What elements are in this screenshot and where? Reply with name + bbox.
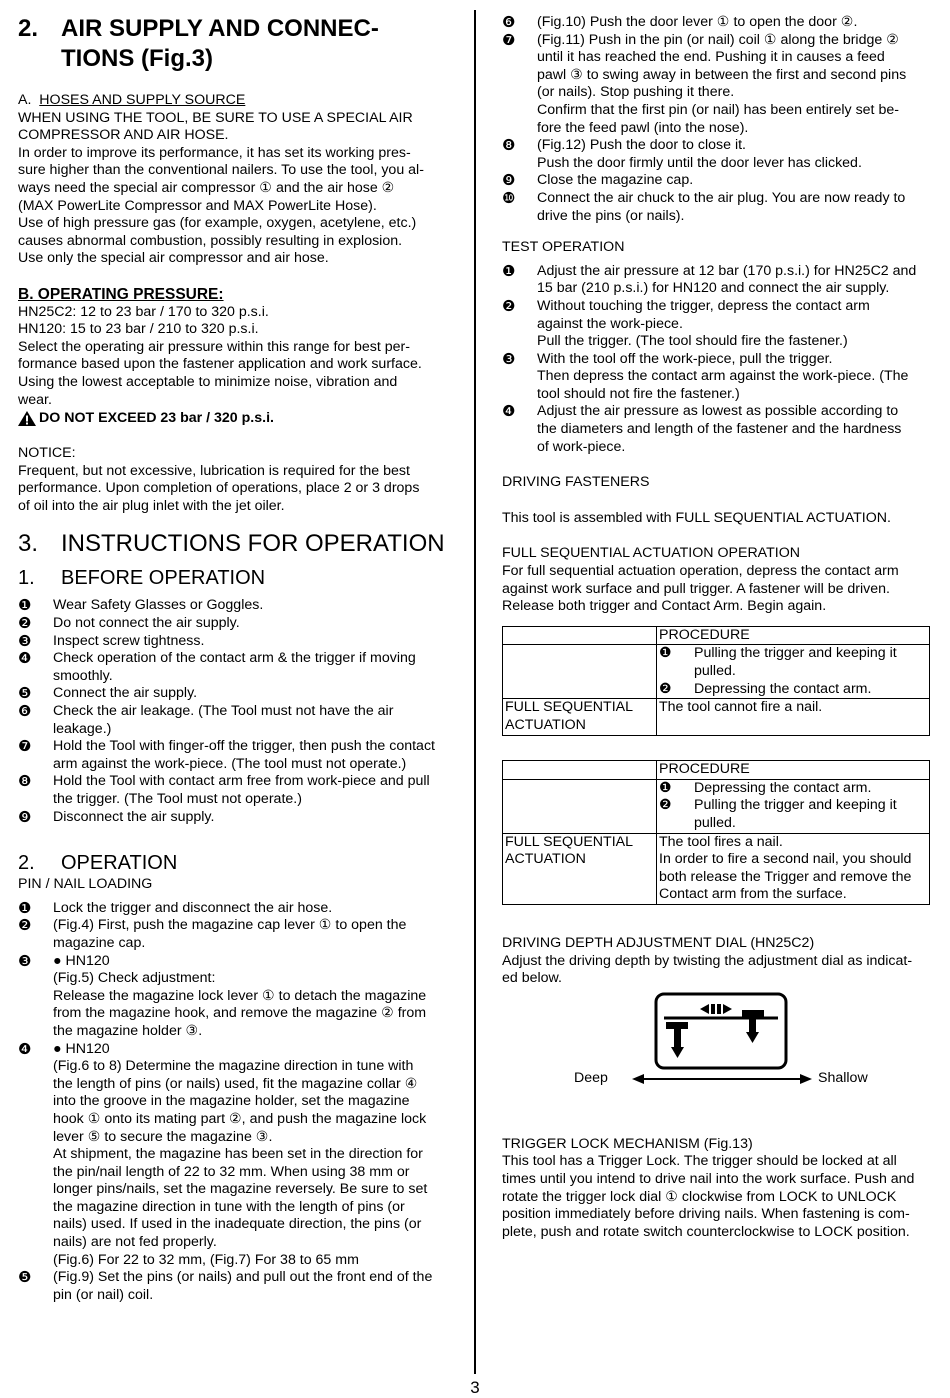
text-line: WHEN USING THE TOOL, BE SURE TO USE A SPECIAL AIR [18, 109, 413, 126]
step-text: (Fig.12) Push the door to close it. Push the door firmly until the door lever has clicked. [537, 137, 862, 171]
step-number-icon: ❷ [659, 680, 672, 697]
text-line: rotate the trigger lock dial ① clockwise from LOCK to UNLOCK [502, 1188, 897, 1205]
list-item [502, 263, 932, 298]
text-line: times until you intend to drive nail into the work surface. Push and [502, 1170, 915, 1187]
step-number-icon: ❷ [18, 917, 32, 935]
step-text: Connect the air chuck to the air plug. You are now ready to drive the pins (or nails). [537, 189, 906, 224]
step-text: Check operation of the contact arm & the trigger if moving smoothly. [53, 650, 416, 684]
pressure-warning: DO NOT EXCEED 23 bar / 320 p.s.i. [18, 409, 446, 427]
list-item [502, 403, 932, 456]
step-text: Wear Safety Glasses or Goggles. [53, 597, 264, 614]
list-item [18, 917, 446, 952]
step-text: Without touching the trigger, depress the contact arm against the work-piece. Pull the trigger. (The tool should fire the fastener.) [537, 297, 870, 350]
list-item [18, 809, 446, 827]
operating-pressure-text [18, 304, 446, 410]
text-line: COMPRESSOR AND AIR HOSE. [18, 127, 229, 144]
step-number-icon: ❷ [18, 615, 32, 633]
step-text: (Fig.9) Set the pins (or nails) and pull out the front end of the pin (or nail) coil. [53, 1269, 433, 1303]
step-number-icon: ❸ [18, 952, 32, 970]
step-number-icon: ❺ [18, 1269, 32, 1287]
step-text: Inspect screw tightness. [53, 632, 205, 649]
list-item [18, 597, 446, 615]
text-line: wear. [18, 391, 52, 408]
text-line: Adjust the driving depth by twisting the adjustment dial as indicat- [502, 952, 913, 969]
text-line: sure higher than the conventional nailers. To use the tool, you al- [18, 162, 424, 179]
text-line: Frequent, but not excessive, lubrication is required for the best [18, 462, 410, 479]
step-number-icon: ❼ [502, 31, 516, 49]
step-text: Disconnect the air supply. [53, 808, 215, 825]
text-line: For full sequential actuation operation, depress the contact arm [502, 563, 899, 580]
step-number-icon: ❻ [18, 703, 32, 721]
list-item [18, 953, 446, 1041]
driving-fasteners-heading: DRIVING FASTENERS [502, 474, 650, 491]
text-line: This tool has a Trigger Lock. The trigger should be locked at all [502, 1153, 897, 1170]
step-number-icon: ❶ [18, 899, 32, 917]
step-number-icon: ❷ [659, 797, 672, 814]
list-item [502, 137, 932, 172]
depth-dial-text [502, 953, 932, 988]
section-2-title-line2: TIONS (Fig.3) [61, 45, 213, 72]
trigger-lock-heading: TRIGGER LOCK MECHANISM (Fig.13) [502, 1135, 753, 1152]
text-line: In order to improve its performance, it has set its working pres- [18, 144, 411, 161]
step-number-icon: ❶ [502, 262, 516, 280]
procedure-items [657, 779, 930, 833]
text-line: (MAX PowerLite Compressor and MAX PowerLite Hose). [18, 197, 377, 214]
step-text: Connect the air supply. [53, 685, 198, 702]
fsa-text [502, 563, 932, 616]
list-item [18, 900, 446, 918]
step-number-icon: ❸ [502, 350, 516, 368]
list-item [18, 650, 446, 685]
section-2-title-line1: AIR SUPPLY AND CONNEC- [61, 15, 379, 42]
procedure-header: PROCEDURE [657, 761, 930, 780]
step-text: Hold the Tool with contact arm free from work-piece and pull the trigger. (The Tool must not operate.) [53, 773, 430, 807]
page-number: 3 [470, 1378, 480, 1397]
text-line: Use of high pressure gas (for example, oxygen, acetylene, etc.) [18, 215, 417, 232]
before-operation-steps [18, 597, 446, 826]
text-line: formance based upon the fastener application and work surface. [18, 356, 422, 373]
step-text: Hold the Tool with finger-off the trigger, then push the contact arm against the work-piece. (The tool must not operate.) [53, 738, 435, 772]
operation-heading: 2. OPERATION [18, 852, 178, 875]
step-text: Do not connect the air supply. [53, 615, 240, 632]
step-text: (Fig.11) Push in the pin (or nail) coil ① along the bridge ② until it has reached the end. Pushing it in causes a feed pawl ③ to swing away in between the first and second pins (or nails). Stop pushing it there. Confirm that the first pin (or nail) has been entirely set be- fore the feed pawl (into the nose). [537, 31, 907, 136]
left-column [18, 14, 446, 1304]
procedure-result: The tool fires a nail. In order to fire a second nail, you should both release the Trigger and remove the Contact arm from the surface. [657, 833, 930, 904]
step-text: Adjust the air pressure as lowest as possible according to the diameters and length of the fastener and the hardness of work-piece. [537, 403, 902, 455]
text-line: position immediately before driving nails. When fastening is com- [502, 1206, 910, 1223]
procedure-item-text: Depressing the contact arm. [694, 779, 872, 796]
step-text: (Fig.4) First, push the magazine cap lever ① to open the magazine cap. [53, 917, 407, 951]
step-text: ● HN120 (Fig.5) Check adjustment: Release the magazine lock lever ① to detach the magazine from the magazine hook, and remove the magazine ② from the magazine holder ③. [53, 952, 427, 1039]
depth-dial-diagram [502, 988, 932, 1098]
list-item [502, 32, 932, 138]
step-number-icon: ❶ [659, 779, 672, 796]
procedure-item [659, 780, 927, 798]
procedure-table-1 [502, 626, 930, 736]
list-item [18, 1269, 446, 1304]
hoses-paragraph-1 [18, 145, 446, 215]
test-operation-steps [502, 263, 932, 457]
pin-loading-heading: PIN / NAIL LOADING [18, 876, 153, 893]
step-number-icon: ❹ [18, 650, 32, 668]
step-number-icon: ❼ [18, 738, 32, 756]
text-line: HN25C2: 12 to 23 bar / 170 to 320 p.s.i. [18, 303, 269, 320]
text-line: HN120: 15 to 23 bar / 210 to 320 p.s.i. [18, 321, 259, 338]
depth-dial-heading: DRIVING DEPTH ADJUSTMENT DIAL (HN25C2) [502, 934, 815, 951]
trigger-lock-text [502, 1153, 932, 1241]
step-text: (Fig.10) Push the door lever ① to open the door ②. [537, 14, 858, 30]
column-divider [474, 10, 476, 1374]
procedure-item-text: Pulling the trigger and keeping it pulled. [694, 645, 897, 679]
list-item [502, 298, 932, 351]
section-3-heading: 3. INSTRUCTIONS FOR OPERATION [18, 530, 445, 558]
section-2-heading: 2. AIR SUPPLY AND CONNEC- TIONS (Fig.3) [18, 15, 379, 72]
procedure-item-text: Depressing the contact arm. [694, 680, 872, 697]
text-line: Release both trigger and Contact Arm. Begin again. [502, 598, 827, 615]
step-number-icon: ❿ [502, 189, 516, 207]
step-number-icon: ❹ [502, 403, 516, 421]
procedure-item [659, 681, 927, 699]
before-operation-heading: 1. BEFORE OPERATION [18, 567, 266, 590]
right-column [502, 14, 932, 1241]
actuation-label: FULL SEQUENTIAL ACTUATION [503, 699, 657, 736]
warning-icon [18, 411, 36, 426]
deep-label: Deep [574, 1069, 608, 1086]
step-text: With the tool off the work-piece, pull the trigger. Then depress the contact arm against the work-piece. (The tool should not fire the fastener.) [537, 350, 909, 402]
text-line: ways need the special air compressor ① and the air hose ② [18, 179, 395, 196]
list-item [18, 738, 446, 773]
step-text: ● HN120 (Fig.6 to 8) Determine the magazine direction in tune with the length of pins (or nails) used, fit the magazine collar ④ into the groove in the magazine holder, set the magazine hook ① onto its mating part ②, and push the magazine lock lever ⑤ to secure the magazine ③. At shipment, the magazine has been set in the direction for the pin/nail length of 22 to 32 mm. When using 38 mm or longer pins/nails, set the magazine reversely. Be sure to set the magazine direction in tune with the length of pins (or nails) used. If used in the inadequate direction, the pins (or nails) are not fed properly. (Fig.6) For 22 to 32 mm, (Fig.7) For 38 to 65 mm [53, 1040, 428, 1268]
step-number-icon: ❽ [502, 137, 516, 155]
step-number-icon: ❽ [18, 773, 32, 791]
list-item [18, 703, 446, 738]
step-number-icon: ❾ [502, 172, 516, 190]
list-item [502, 14, 932, 32]
assembled-text: This tool is assembled with FULL SEQUENTIAL ACTUATION. [502, 509, 891, 526]
shallow-label: Shallow [818, 1069, 868, 1086]
step-number-icon: ❶ [659, 645, 672, 662]
hoses-paragraph-2 [18, 215, 446, 268]
text-line: plete, push and rotate switch counterclockwise to LOCK position. [502, 1223, 910, 1240]
list-item [502, 190, 932, 225]
list-item [502, 172, 932, 190]
fsa-heading: FULL SEQUENTIAL ACTUATION OPERATION [502, 545, 800, 562]
text-line: of oil into the air plug inlet with the jet oiler. [18, 497, 285, 514]
step-text: Lock the trigger and disconnect the air hose. [53, 899, 333, 916]
procedure-table-2 [502, 760, 930, 905]
text-line: Select the operating air pressure within this range for best per- [18, 338, 410, 355]
procedure-item [659, 645, 927, 680]
step-number-icon: ❹ [18, 1040, 32, 1058]
step-number-icon: ❶ [18, 597, 32, 615]
text-line: Using the lowest acceptable to minimize noise, vibration and [18, 373, 398, 390]
step-number-icon: ❺ [18, 685, 32, 703]
actuation-label: FULL SEQUENTIAL ACTUATION [503, 833, 657, 904]
operating-pressure-heading: B. OPERATING PRESSURE: [18, 285, 224, 303]
hoses-warning-caps [18, 110, 446, 145]
hoses-heading: A. HOSES AND SUPPLY SOURCE [18, 92, 246, 108]
step-text: Adjust the air pressure at 12 bar (170 p.s.i.) for HN25C2 and 15 bar (210 p.s.i.) for HN120 and connect the air supply. [537, 262, 917, 297]
loading-steps-continued [502, 14, 932, 225]
text-line: ed below. [502, 970, 562, 987]
step-text: Check the air leakage. (The Tool must not have the air leakage.) [53, 703, 394, 737]
text-line: Use only the special air compressor and air hose. [18, 250, 329, 267]
step-number-icon: ❾ [18, 808, 32, 826]
list-item [18, 633, 446, 651]
procedure-header: PROCEDURE [657, 626, 930, 645]
text-line: against work surface and pull trigger. A fastener will be driven. [502, 580, 890, 597]
list-item [18, 615, 446, 633]
list-item [18, 1041, 446, 1270]
loading-steps [18, 900, 446, 1305]
step-number-icon: ❻ [502, 14, 516, 31]
step-number-icon: ❷ [502, 297, 516, 315]
text-line: causes abnormal combustion, possibly resulting in explosion. [18, 232, 403, 249]
notice-text [18, 463, 446, 516]
notice-label: NOTICE: [18, 445, 76, 462]
list-item [502, 351, 932, 404]
step-text: Close the magazine cap. [537, 172, 694, 189]
list-item [18, 773, 446, 808]
test-operation-heading: TEST OPERATION [502, 239, 625, 256]
list-item [18, 685, 446, 703]
procedure-result: The tool cannot fire a nail. [657, 699, 930, 736]
procedure-item [659, 797, 927, 832]
procedure-items [657, 645, 930, 699]
step-number-icon: ❸ [18, 632, 32, 650]
text-line: performance. Upon completion of operations, place 2 or 3 drops [18, 480, 420, 497]
procedure-item-text: Pulling the trigger and keeping it pulled. [694, 797, 897, 831]
